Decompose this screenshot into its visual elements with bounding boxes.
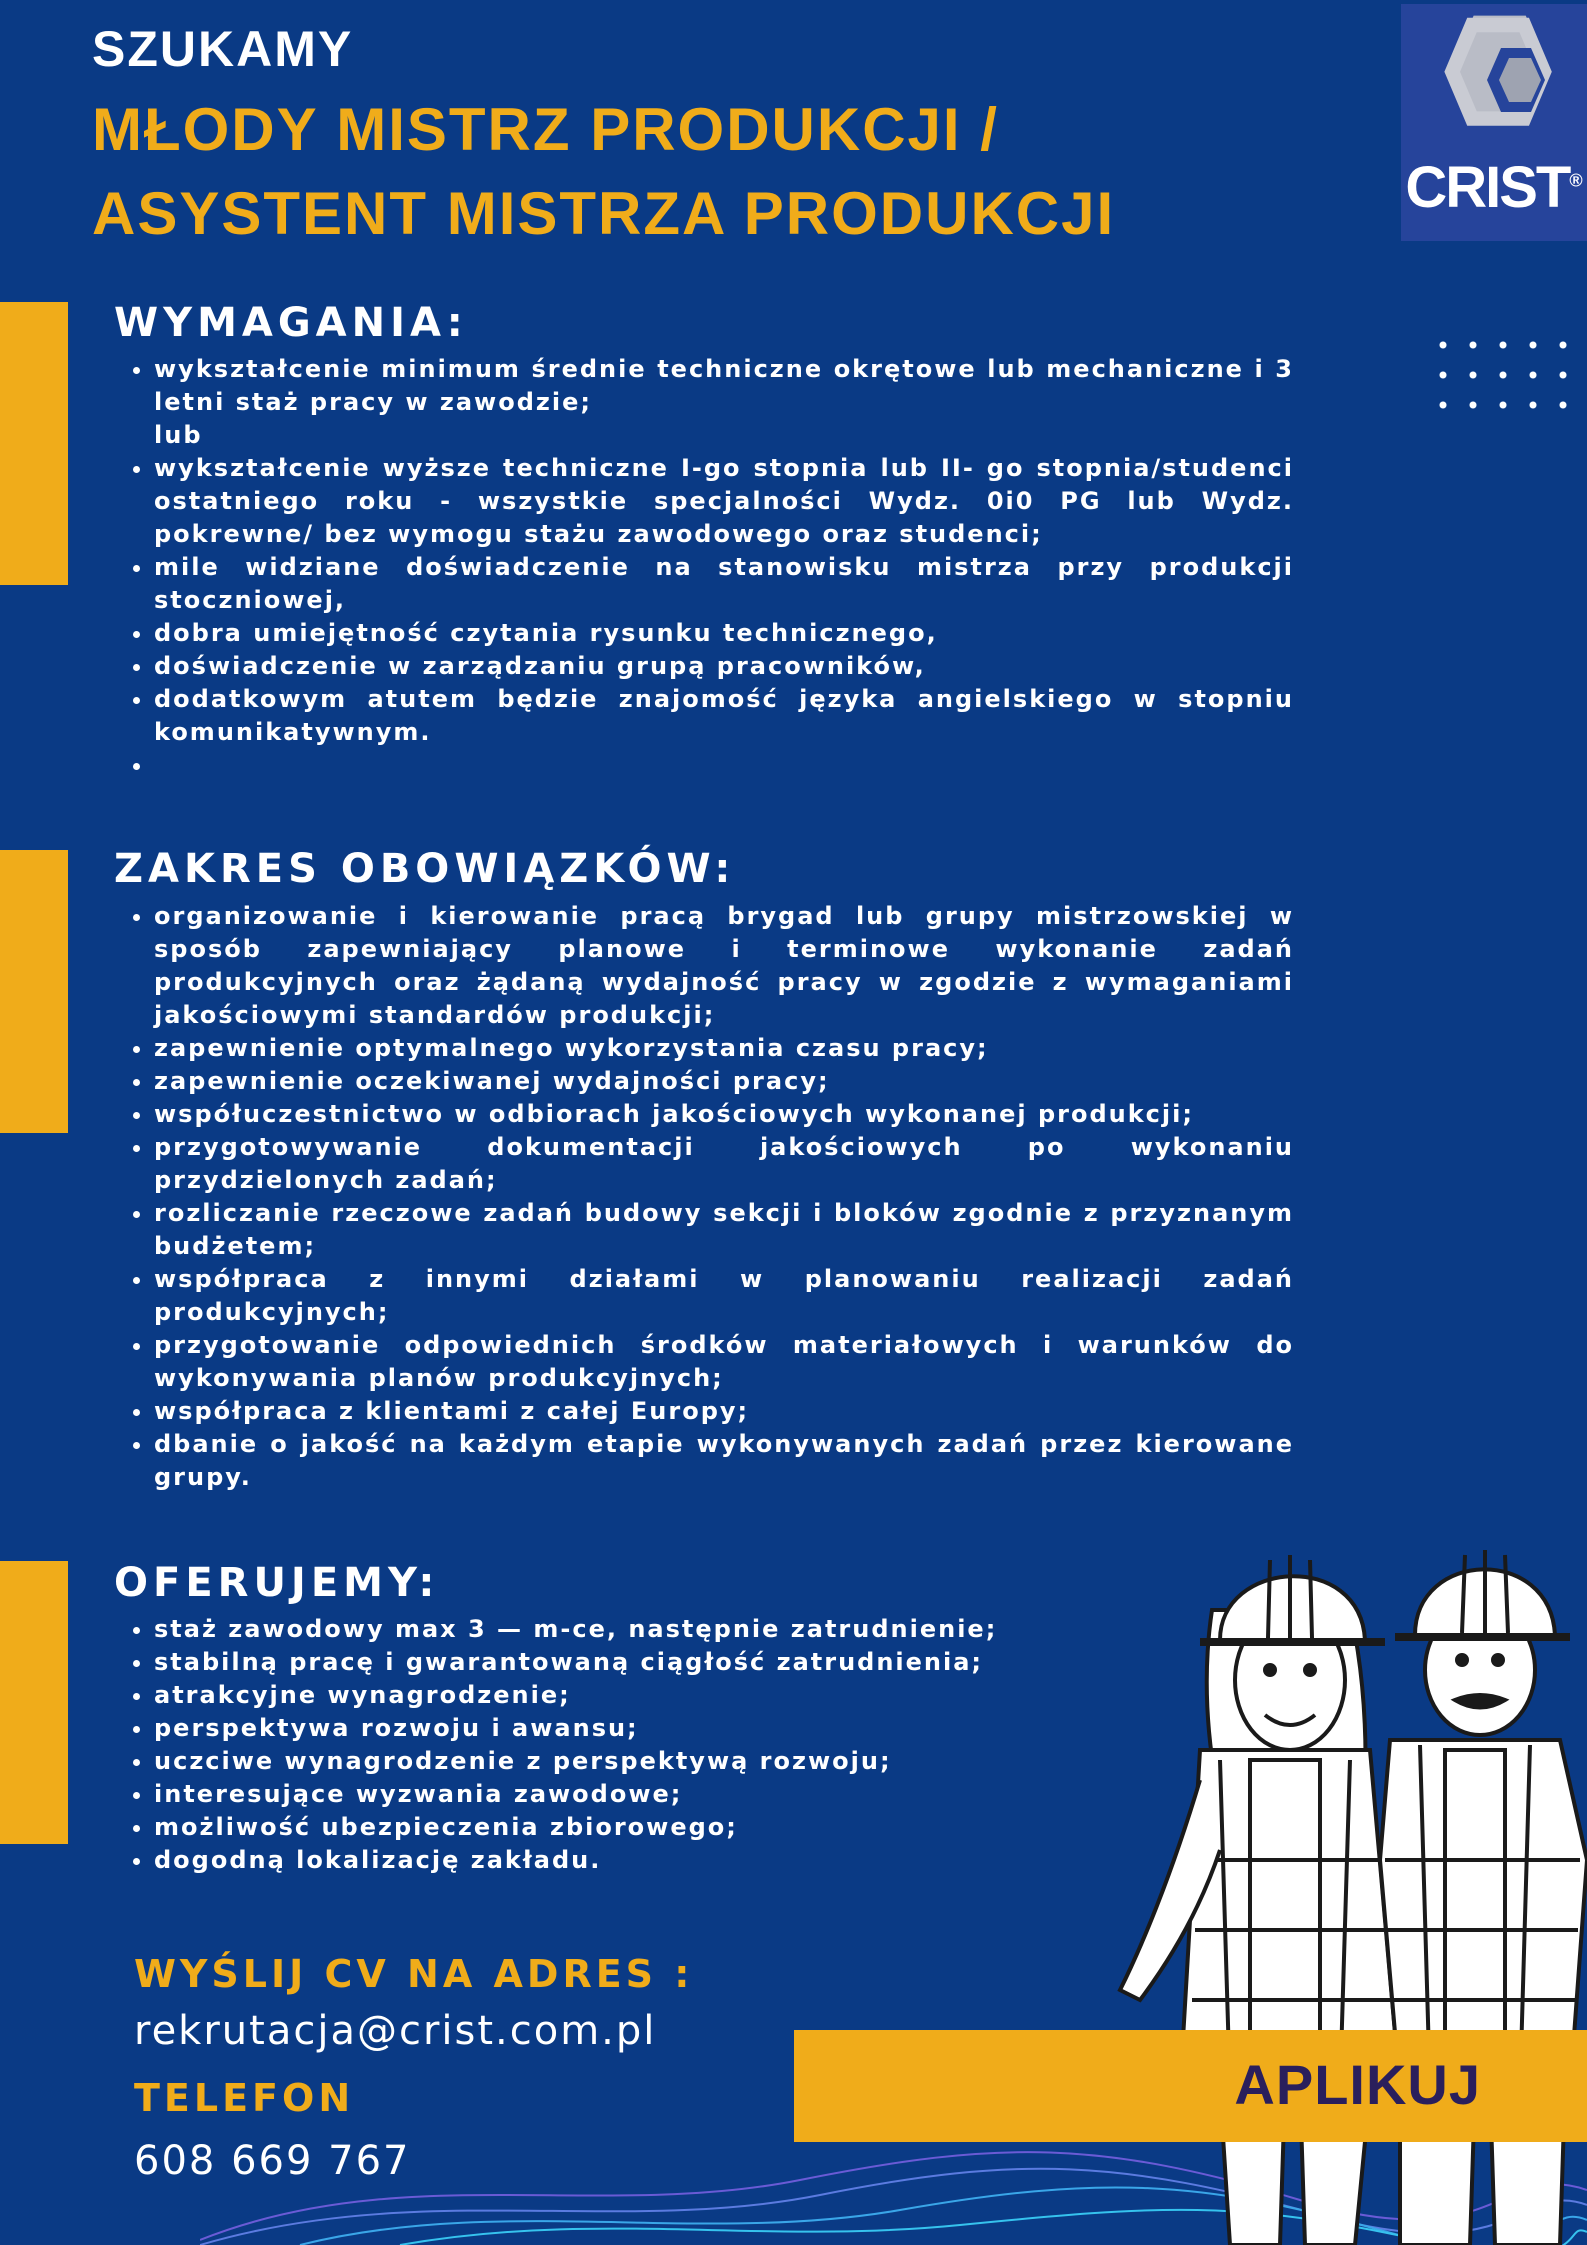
list-item: • atrakcyjne wynagrodzenie; <box>154 1679 1054 1712</box>
eyebrow-heading: SZUKAMY <box>92 21 354 77</box>
list-item: • dobra umiejętność czytania rysunku technicznego, <box>154 617 1294 650</box>
duties-title: ZAKRES OBOWIĄZKÓW: <box>114 846 736 892</box>
list-item: • zapewnienie optymalnego wykorzystania czasu pracy; <box>154 1032 1294 1065</box>
list-item: • mile widziane doświadczenie na stanowisku mistrza przy produkcji stoczniowej, <box>154 551 1294 617</box>
list-item: • możliwość ubezpieczenia zbiorowego; <box>154 1811 1054 1844</box>
dot-grid-decoration <box>1428 330 1587 430</box>
list-item: • rozliczanie rzeczowe zadań budowy sekcji i bloków zgodnie z przyznanym budżetem; <box>154 1197 1294 1263</box>
list-item: • staż zawodowy max 3 — m-ce, następnie zatrudnienie; <box>154 1613 1054 1646</box>
crist-hexagon-icon <box>1401 4 1587 154</box>
section-accent-bar <box>0 850 68 1133</box>
list-item: • dodatkowym atutem będzie znajomość języka angielskiego w stopniu komunikatywnym. <box>154 683 1294 749</box>
list-item: • doświadczenie w zarządzaniu grupą pracowników, <box>154 650 1294 683</box>
cv-label: WYŚLIJ CV NA ADRES : <box>134 1952 694 1996</box>
list-item: • wykształcenie minimum średnie techniczne okrętowe lub mechaniczne i 3 letni staż pracy w zawodzie; <box>154 353 1294 419</box>
apply-button[interactable] <box>794 2030 1587 2142</box>
list-item: • interesujące wyzwania zawodowe; <box>154 1778 1054 1811</box>
job-title <box>92 88 1115 256</box>
list-item: • współpraca z klientami z całej Europy; <box>154 1395 1294 1428</box>
section-accent-bar <box>0 1561 68 1844</box>
offer-list <box>124 1613 1054 1877</box>
job-title-line-2: ASYSTENT MISTRZA PRODUKCJI <box>92 180 1116 247</box>
requirements-list <box>124 353 1294 782</box>
crist-logo <box>1401 4 1587 241</box>
list-item: • perspektywa rozwoju i awansu; <box>154 1712 1054 1745</box>
list-item: • stabilną pracę i gwarantowaną ciągłość zatrudnienia; <box>154 1646 1054 1679</box>
offer-title: OFERUJEMY: <box>114 1560 440 1606</box>
list-item: • współuczestnictwo w odbiorach jakościowych wykonanej produkcji; <box>154 1098 1294 1131</box>
duties-list <box>124 900 1294 1494</box>
email-link[interactable]: rekrutacja@crist.com.pl <box>134 2008 657 2054</box>
list-item: • organizowanie i kierowanie pracą brygad lub grupy mistrzowskiej w sposób zapewniający planowe i terminowe wykonanie zadań produkcyjnych oraz żądaną wydajność pracy w zgodzie z wymaganiami jakościowymi standardów produkcji; <box>154 900 1294 1032</box>
section-accent-bar <box>0 302 68 585</box>
list-item: • przygotowywanie dokumentacji jakościowych po wykonaniu przydzielonych zadań; <box>154 1131 1294 1197</box>
phone-number: 608 669 767 <box>134 2138 411 2184</box>
list-item: lub <box>154 421 203 449</box>
apply-button-label: APLIKUJ <box>1234 2053 1481 2116</box>
list-item: • dogodną lokalizację zakładu. <box>154 1844 1054 1877</box>
list-item: • dbanie o jakość na każdym etapie wykonywanych zadań przez kierowane grupy. <box>154 1428 1294 1494</box>
requirements-title: WYMAGANIA: <box>114 300 468 346</box>
list-item: • współpraca z innymi działami w planowaniu realizacji zadań produkcyjnych; <box>154 1263 1294 1329</box>
list-item: • wykształcenie wyższe techniczne I-go stopnia lub II- go stopnia/studenci ostatniego roku - wszystkie specjalności Wydz. 0i0 PG lub Wydz. pokrewne/ bez wymogu stażu zawodowego oraz studenci; <box>154 452 1294 551</box>
list-item: • przygotowanie odpowiednich środków materiałowych i warunków do wykonywania planów produkcyjnych; <box>154 1329 1294 1395</box>
list-item <box>154 749 1294 782</box>
job-title-line-1: MŁODY MISTRZ PRODUKCJI / <box>92 96 999 163</box>
list-item: • zapewnienie oczekiwanej wydajności pracy; <box>154 1065 1294 1098</box>
phone-label: TELEFON <box>134 2076 355 2120</box>
logo-wordmark: CRIST® <box>1405 155 1583 220</box>
list-item: • uczciwe wynagrodzenie z perspektywą rozwoju; <box>154 1745 1054 1778</box>
